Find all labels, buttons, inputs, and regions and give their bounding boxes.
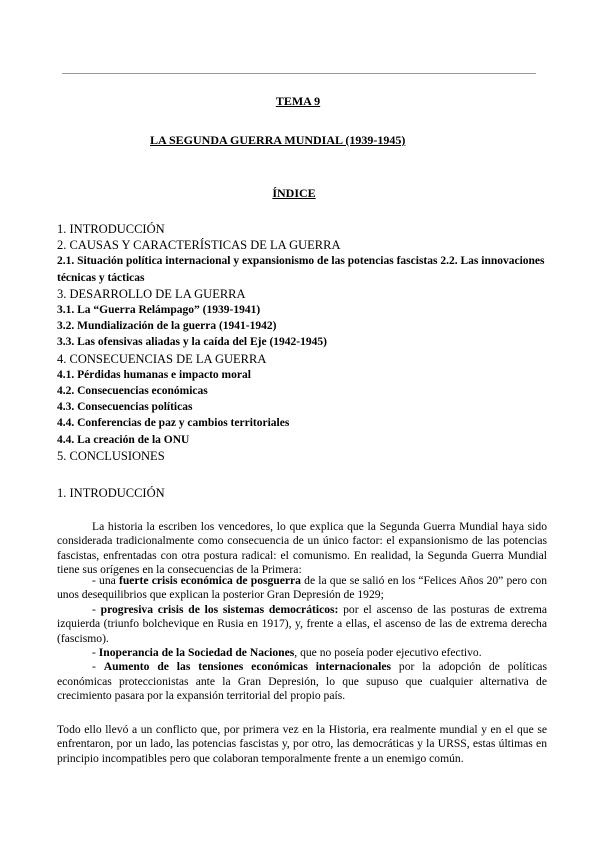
- toc-item: 4.4. La creación de la ONU: [57, 433, 190, 446]
- list-item: [57, 660, 547, 703]
- toc-item: 3.2. Mundialización de la guerra (1941-1942): [57, 320, 277, 333]
- bullet-emphasis: Aumento de las tensiones económicas internacionales: [103, 660, 392, 674]
- toc-item: 4.3. Consecuencias políticas: [57, 401, 193, 414]
- tema-heading: TEMA 9: [275, 94, 321, 108]
- toc-item: 3. DESARROLLO DE LA GUERRA: [57, 286, 246, 301]
- toc-item: 2. CAUSAS Y CARACTERÍSTICAS DE LA GUERRA: [57, 238, 341, 253]
- bullet-text: de la que se salió en los “Felices Años 20” pero con unos desequilibrios que explican la posterior Gran Depresión de 1929;: [57, 574, 547, 602]
- list-item: [57, 603, 547, 646]
- bullet-prefix: -: [92, 602, 101, 616]
- header-rule: [62, 73, 536, 74]
- bullet-text: por la adopción de políticas económicas proteccionistas ante la Gran Depresión, lo que supuso que cualquier alternativa de crecimiento pasara por la expansión territorial del propio país.: [57, 660, 547, 703]
- closing-paragraph: [57, 723, 547, 766]
- toc-item: 3.3. Las ofensivas aliadas y la caída del Eje (1942-1945): [57, 336, 327, 349]
- list-item: [57, 646, 547, 660]
- toc-item: 4.4. Conferencias de paz y cambios territoriales: [57, 417, 290, 430]
- bullet-emphasis: Inoperancia de la Sociedad de Naciones: [98, 646, 295, 660]
- section-heading: 1. INTRODUCCIÓN: [57, 486, 165, 500]
- bullet-prefix: -: [92, 646, 99, 660]
- intro-paragraph: [57, 520, 547, 578]
- toc-item: 4.2. Consecuencias económicas: [57, 385, 208, 398]
- bullet-text: por el ascenso de las posturas de extrema izquierda (triunfo bolchevique en Rusia en 1917), y, frente a ellas, el ascenso de las de extrema derecha (fascismo).: [57, 602, 547, 645]
- bullet-prefix: - una: [92, 574, 119, 587]
- causes-list: [57, 574, 547, 704]
- toc-item: 3.1. La “Guerra Relámpago” (1939-1941): [57, 304, 261, 317]
- bullet-emphasis: progresiva crisis de los sistemas democráticos:: [100, 602, 339, 616]
- document-title: LA SEGUNDA GUERRA MUNDIAL (1939-1945): [150, 133, 406, 147]
- toc-item: 2.1. Situación política internacional y expansionismo de las potencias fascistas 2.2. Las innovaciones técnicas y tácticas: [57, 255, 545, 284]
- index-heading: ÍNDICE: [272, 186, 316, 200]
- toc-item: 1. INTRODUCCIÓN: [57, 222, 165, 236]
- closing-text: Todo ello llevó a un conflicto que, por primera vez en la Historia, era realmente mundial y en el que se enfrentaron, por un lado, las potencias fascistas y, por otro, las democráticas y la URSS, estas últimas en principio incompatibles pero que colaboran temporalmente frente a un enemigo común.: [57, 723, 547, 765]
- bullet-prefix: -: [92, 660, 104, 674]
- table-of-contents: [57, 221, 547, 464]
- bullet-text: , que no poseía poder ejecutivo efectivo.: [294, 646, 482, 660]
- list-item: [57, 574, 547, 603]
- bullet-emphasis: fuerte crisis económica de posguerra: [118, 574, 301, 587]
- toc-item: 4.1. Pérdidas humanas e impacto moral: [57, 368, 251, 381]
- intro-text: La historia la escriben los vencedores, lo que explica que la Segunda Guerra Mundial haya sido considerada tradicionalmente como consecuencia de un único factor: el expansionismo de las potencias fascistas, enfrentadas con otra postura radical: el comunismo. En realidad, la Segunda Guerra Mundial tiene sus orígenes en la consecuencias de la Primera:: [57, 520, 547, 577]
- toc-item: 5. CONCLUSIONES: [57, 448, 165, 463]
- toc-item: 4. CONSECUENCIAS DE LA GUERRA: [57, 351, 267, 366]
